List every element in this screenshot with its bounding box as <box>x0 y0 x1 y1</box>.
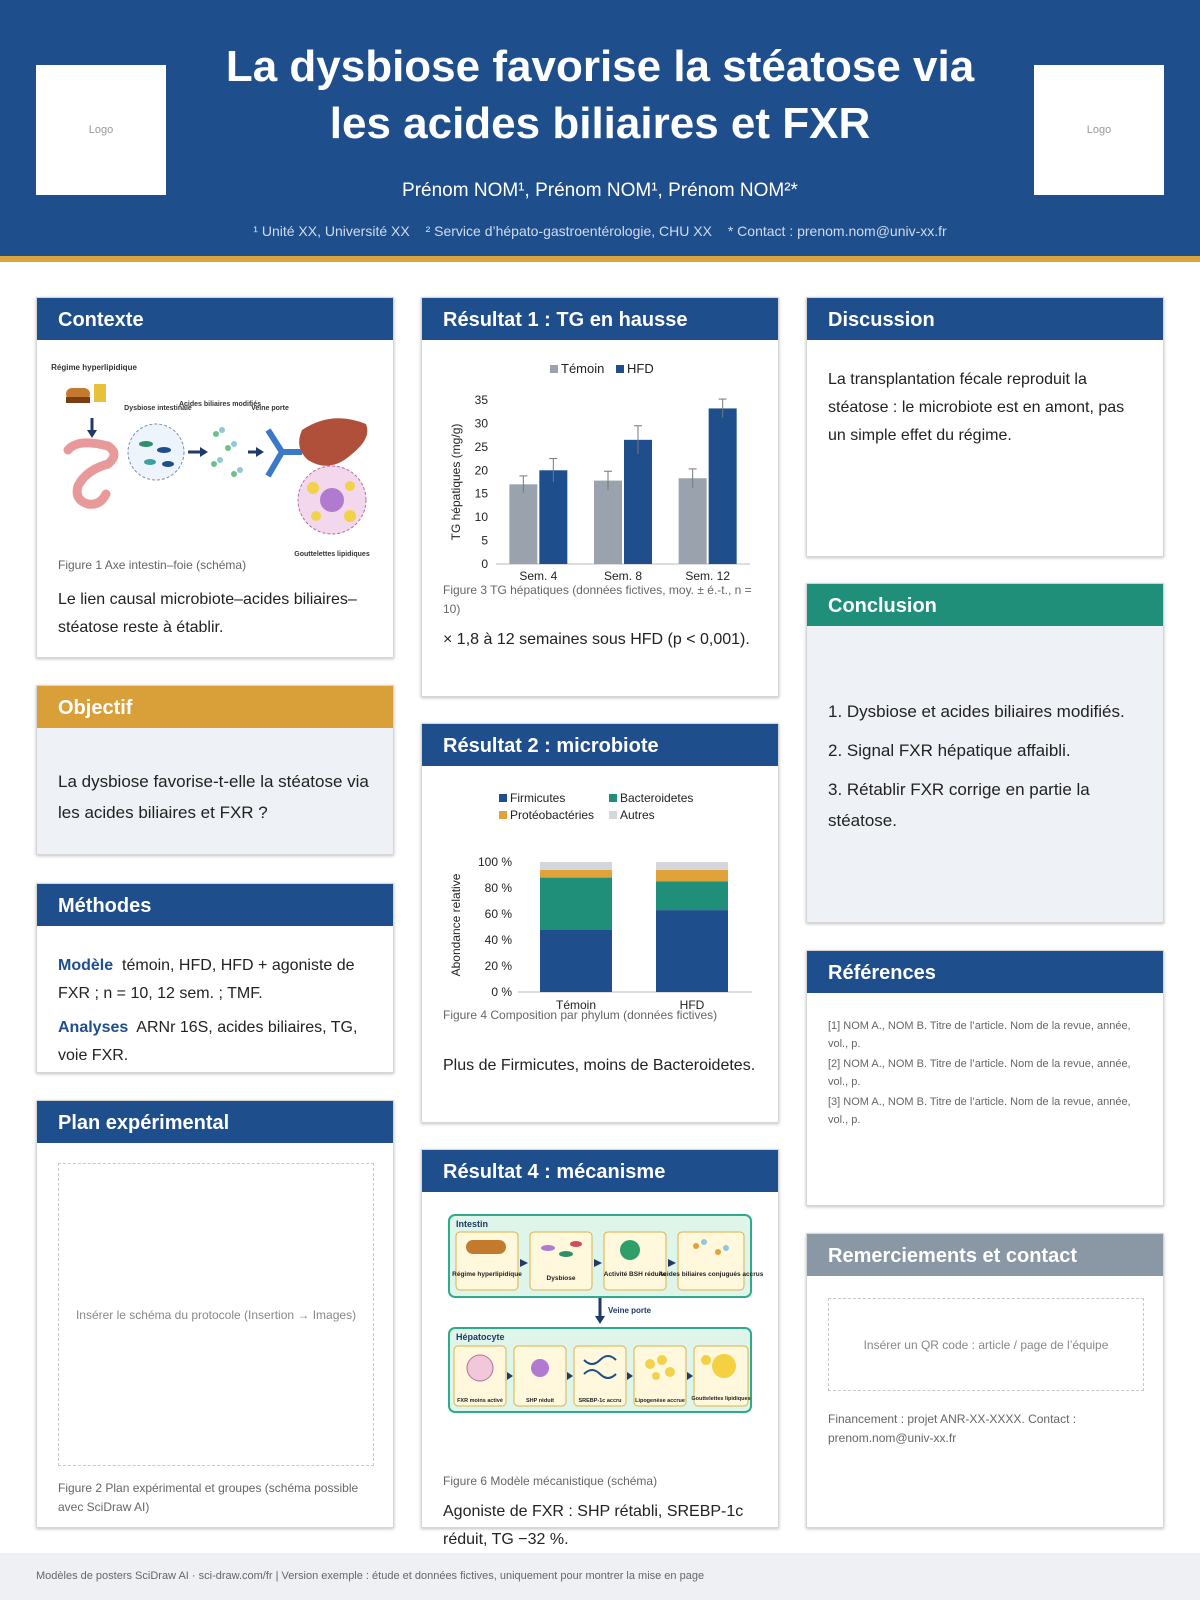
panel-title: Résultat 4 : mécanisme <box>422 1150 778 1192</box>
label-hepatocyte: Hépatocyte <box>456 1332 505 1342</box>
liver-icon <box>299 418 367 466</box>
footer: Modèles de posters SciDraw AI · sci-draw.com/fr | Version exemple : étude et données fictives, uniquement pour montrer la mise en page <box>0 1553 1200 1600</box>
bar-segment-Bacteroidetes-Témoin <box>540 878 612 930</box>
fig-label-veine: Veine porte <box>251 405 289 412</box>
y-tick-label-3: 60 % <box>484 907 512 921</box>
poster-header <box>0 0 1200 262</box>
lipid-droplet-icon <box>712 1354 736 1378</box>
step-3-label: Activité BSH réduite <box>603 1271 667 1278</box>
legend-label-3: Autres <box>620 808 655 822</box>
fig-label-dysbiose: Dysbiose intestinale <box>124 405 192 412</box>
conclusion-list <box>828 696 1142 836</box>
y-tick-label-0: 0 <box>481 557 488 571</box>
bar-segment-Firmicutes-Témoin <box>540 930 612 992</box>
bar-segment-Protéobactéries-HFD <box>656 870 728 882</box>
y-tick-label-4: 20 <box>474 463 488 478</box>
phylum-stacked-chart <box>422 784 778 1012</box>
qr-code-placeholder[interactable]: Insérer un QR code : article / page de l’équipe <box>828 1298 1144 1391</box>
analyses-text: ARNr 16S, acides biliaires, TG, voie FXR. <box>58 1019 358 1064</box>
bar-segment-Autres-Témoin <box>540 862 612 870</box>
step-2-label: Dysbiose <box>546 1275 576 1282</box>
reference-item-2: [2] NOM A., NOM B. Titre de l’article. Nom de la revue, année, vol., p. <box>828 1058 1131 1088</box>
panel-title: Remerciements et contact <box>807 1234 1163 1276</box>
modele-text: témoin, HFD, HFD + agoniste de FXR ; n = 10, 12 sem. ; TMF. <box>58 957 355 1002</box>
panel-methodes <box>36 883 394 1073</box>
figure-1-caption: Figure 1 Axe intestin–foie (schéma) <box>58 558 247 572</box>
panel-title: Résultat 2 : microbiote <box>422 724 778 766</box>
bar-segment-Protéobactéries-Témoin <box>540 870 612 878</box>
protocol-image-placeholder[interactable]: Insérer le schéma du protocole (Insertion → Images) <box>58 1163 374 1466</box>
y-tick-label-7: 35 <box>474 393 488 407</box>
poster-title <box>200 38 1000 152</box>
legend-swatch-0 <box>499 794 507 802</box>
intestine-icon <box>68 443 114 504</box>
legend-label-0: Firmicutes <box>510 791 566 805</box>
legend-swatch-1 <box>616 365 624 373</box>
gut-liver-illustration <box>51 360 374 560</box>
panel-title: Objectif <box>37 686 393 728</box>
panel-title: Discussion <box>807 298 1163 340</box>
figure-3-caption: Figure 3 TG hépatiques (données fictives, moy. ± é.-t., n = 10) <box>443 583 752 616</box>
bar-segment-Firmicutes-HFD <box>656 910 728 992</box>
panel-resultat-4 <box>421 1149 779 1548</box>
bar-Témoin-Sem. 8 <box>594 481 622 564</box>
discussion-text: La transplantation fécale reproduit la stéatose : le microbiote est en amont, pas un simple effet du régime. <box>828 371 1125 444</box>
contexte-text: Le lien causal microbiote–acides biliaires–stéatose reste à établir. <box>58 591 357 636</box>
panel-resultat-1 <box>421 297 779 697</box>
bacteria-icon <box>541 1245 555 1251</box>
bile-acid-icon <box>213 431 219 437</box>
protein-icon <box>531 1359 549 1377</box>
y-tick-label-0: 0 % <box>491 985 512 999</box>
y-tick-label-5: 100 % <box>477 855 512 869</box>
receptor-icon <box>467 1355 493 1381</box>
y-tick-label-4: 80 % <box>484 881 512 895</box>
panel-contexte <box>36 297 394 658</box>
affiliation-1: ¹ Unité XX, Université XX <box>253 223 410 239</box>
portal-vein-icon <box>268 430 302 476</box>
panel-contact <box>806 1233 1164 1528</box>
bar-segment-Bacteroidetes-HFD <box>656 882 728 911</box>
panel-title: Résultat 1 : TG en hausse <box>422 298 778 340</box>
resultat-4-text: Agoniste de FXR : SHP rétabli, SREBP-1c réduit, TG −32 %. <box>443 1503 744 1548</box>
fig-label-gouttelettes: Gouttelettes lipidiques <box>294 551 370 558</box>
panel-objectif <box>36 685 394 855</box>
hep-step-3-label: SREBP-1c accru <box>578 1398 622 1404</box>
authors: Prénom NOM¹, Prénom NOM¹, Prénom NOM²* <box>402 180 798 201</box>
bacteria-icon <box>128 424 184 480</box>
logo-left: Logo <box>36 65 166 195</box>
panel-plan-experimental <box>36 1100 394 1528</box>
y-tick-label-2: 10 <box>474 510 488 525</box>
y-axis-label: Abondance relative <box>449 873 463 977</box>
legend-swatch-1 <box>609 794 617 802</box>
reference-item-1: [1] NOM A., NOM B. Titre de l’article. Nom de la revue, année, vol., p. <box>828 1020 1131 1050</box>
methodes-analyses <box>58 1014 372 1070</box>
bar-segment-Autres-HFD <box>656 862 728 870</box>
panel-title: Plan expérimental <box>37 1101 393 1143</box>
hep-step-4-label: Lipogenèse accrue <box>635 1398 685 1404</box>
bar-Témoin-Sem. 4 <box>509 484 537 564</box>
bar-Témoin-Sem. 12 <box>679 478 707 564</box>
bar-HFD-Sem. 4 <box>539 470 567 564</box>
legend-swatch-0 <box>550 365 558 373</box>
y-tick-label-6: 30 <box>474 416 488 431</box>
figure-6-caption: Figure 6 Modèle mécanistique (schéma) <box>443 1474 658 1488</box>
legend-swatch-3 <box>609 811 617 819</box>
legend-label-0: Témoin <box>561 361 605 376</box>
x-tick-label-1: HFD <box>679 998 705 1012</box>
modele-label: Modèle <box>58 957 114 974</box>
panel-conclusion <box>806 583 1164 923</box>
y-tick-label-1: 5 <box>481 533 488 548</box>
hep-step-1-label: FXR moins activé <box>457 1398 503 1404</box>
step-acides-biliaires <box>678 1232 744 1290</box>
x-tick-label-0: Sem. 4 <box>519 569 558 583</box>
panel-resultat-2 <box>421 723 779 1123</box>
step-4-label: Acides biliaires conjugués accrus <box>658 1271 764 1278</box>
step-bsh <box>604 1232 666 1290</box>
methodes-modele <box>58 952 372 1008</box>
panel-references <box>806 950 1164 1206</box>
y-tick-label-1: 20 % <box>484 959 512 973</box>
y-tick-label-3: 15 <box>474 486 488 501</box>
x-tick-label-1: Sem. 8 <box>603 569 643 583</box>
label-veine-porte: Veine porte <box>608 1306 652 1315</box>
objectif-text: La dysbiose favorise-t-elle la stéatose via les acides biliaires et FXR ? <box>58 772 369 822</box>
step-srebp <box>574 1346 626 1406</box>
figure-2-caption: Figure 2 Plan expérimental et groupes (schéma possible avec SciDraw AI) <box>58 1481 359 1514</box>
resultat-1-text: × 1,8 à 12 semaines sous HFD (p < 0,001). <box>443 631 750 648</box>
mechanism-diagram <box>448 1214 764 1414</box>
bar-HFD-Sem. 8 <box>624 440 652 564</box>
fig-label-regime: Régime hyperlipidique <box>51 363 137 372</box>
funding-contact-text: Financement : projet ANR-XX-XXXX. Contact : prenom.nom@univ-xx.fr <box>828 1412 1077 1445</box>
bile-acid-icon <box>693 1243 699 1249</box>
affiliations <box>0 223 1200 239</box>
label-intestin: Intestin <box>456 1219 489 1229</box>
panel-title: Méthodes <box>37 884 393 926</box>
burger-icon <box>466 1240 506 1254</box>
conclusion-item-2: 2. Signal FXR hépatique affaibli. <box>828 741 1071 760</box>
fries-icon <box>94 384 106 402</box>
title-line-2: les acides biliaires et FXR <box>329 99 871 148</box>
lipid-icon <box>645 1359 655 1369</box>
hep-step-5-label: Gouttelettes lipidiques <box>691 1396 751 1402</box>
y-tick-label-5: 25 <box>474 439 488 454</box>
legend-label-2: Protéobactéries <box>510 808 595 822</box>
panel-title: Références <box>807 951 1163 993</box>
y-axis-label: TG hépatiques (mg/g) <box>449 423 463 541</box>
x-tick-label-2: Sem. 12 <box>685 569 731 583</box>
step-1-label: Régime hyperlipidique <box>452 1271 522 1278</box>
hep-step-2-label: SHP réduit <box>525 1398 555 1404</box>
enzyme-icon <box>620 1240 640 1260</box>
title-line-1: La dysbiose favorise la stéatose via <box>225 42 975 91</box>
bar-HFD-Sem. 12 <box>709 408 737 564</box>
resultat-2-text: Plus de Firmicutes, moins de Bacteroidetes. <box>443 1057 756 1074</box>
y-tick-label-2: 40 % <box>484 933 512 947</box>
affiliation-contact: * Contact : prenom.nom@univ-xx.fr <box>727 223 947 239</box>
logo-right: Logo <box>1034 65 1164 195</box>
conclusion-item-3: 3. Rétablir FXR corrige en partie la stéatose. <box>828 780 1090 830</box>
fig-label-acides: Acides biliaires modifiés <box>178 401 262 408</box>
figure-4-caption: Figure 4 Composition par phylum (données fictives) <box>443 1008 718 1022</box>
panel-title: Conclusion <box>807 584 1163 626</box>
tg-bar-chart <box>422 354 778 583</box>
analyses-label: Analyses <box>58 1019 129 1036</box>
legend-swatch-2 <box>499 811 507 819</box>
x-tick-label-0: Témoin <box>555 998 597 1012</box>
panel-discussion <box>806 297 1164 557</box>
legend-label-1: Bacteroidetes <box>620 791 694 805</box>
affiliation-2: ² Service d’hépato-gastroentérologie, CHU XX <box>425 223 712 239</box>
legend-label-1: HFD <box>627 361 654 376</box>
reference-item-3: [3] NOM A., NOM B. Titre de l’article. Nom de la revue, année, vol., p. <box>828 1096 1131 1126</box>
conclusion-item-1: 1. Dysbiose et acides biliaires modifiés. <box>828 702 1125 721</box>
panel-title: Contexte <box>37 298 393 340</box>
reference-list <box>828 1017 1142 1131</box>
